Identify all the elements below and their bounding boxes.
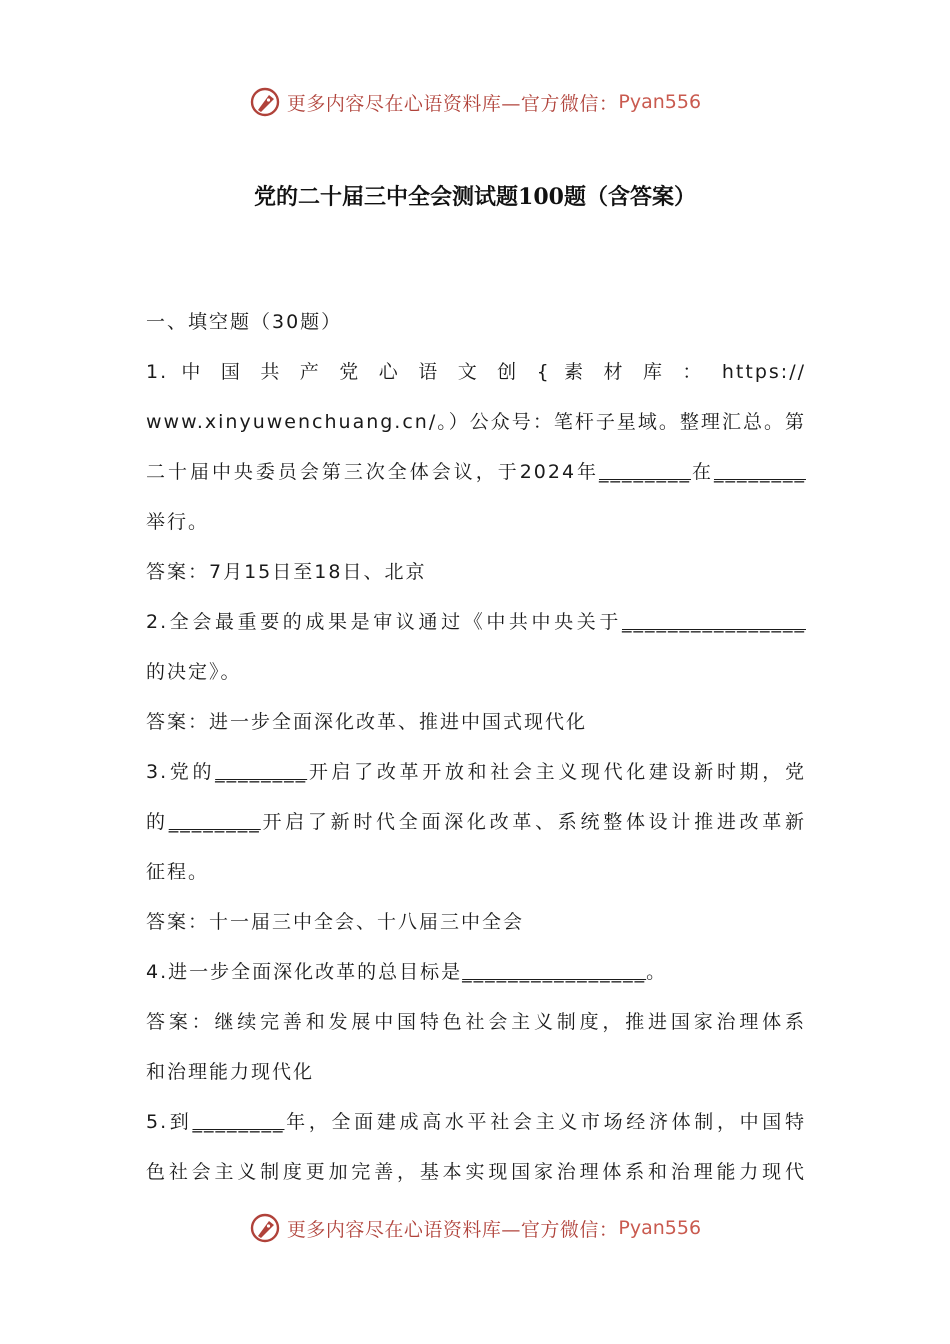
document-body — [146, 297, 806, 1197]
banner-text: 更多内容尽在心语资料库—官方微信： — [286, 92, 619, 115]
q4-text: 。 — [646, 961, 668, 983]
banner-wechat-id: Pyan556 — [618, 91, 702, 113]
header-watermark-banner — [0, 82, 950, 122]
q3-text: 的 — [146, 811, 169, 833]
q3-answer: 答案：十一届三中全会、十八届三中全会 — [146, 911, 525, 933]
pen-nib-logo-icon — [249, 1212, 281, 1244]
q3-line3: 征程。 — [146, 861, 210, 883]
q1-text: 二十届中央委员会第三次全体会议，于2024年 — [146, 461, 600, 483]
q3-text: 开启了改革开放和社会主义现代化建设新时期，党 — [307, 761, 806, 783]
q2-answer: 答案：进一步全面深化改革、推进中国式现代化 — [146, 711, 588, 733]
q3-text: 开启了新时代全面深化改革、系统整体设计推进改革新 — [260, 811, 806, 833]
fill-blank: ________ — [168, 811, 261, 833]
q5-line2: 色社会主义制度更加完善，基本实现国家治理体系和治理能力现代 — [146, 1161, 806, 1183]
q4-answer-line1: 答案：继续完善和发展中国特色社会主义制度，推进国家治理体系 — [146, 1011, 806, 1033]
q5-text: 5.到 — [146, 1111, 193, 1133]
fill-blank: ________ — [215, 761, 308, 783]
banner-text: 更多内容尽在心语资料库—官方微信： — [286, 1218, 619, 1241]
q2-line1 — [146, 597, 806, 647]
q1-line1: 1. 中 国 共 产 党 心 语 文 创 { 素 材 库 ： https:// — [146, 361, 806, 383]
q3-line2 — [146, 797, 806, 847]
fill-blank: ________________ — [462, 961, 647, 983]
fill-blank: ________________ — [622, 611, 806, 633]
q1-answer: 答案：7月15日至18日、北京 — [146, 561, 427, 583]
q4-line1 — [146, 947, 806, 997]
q4-text: 4.进一步全面深化改革的总目标是 — [146, 961, 463, 983]
q5-text: 年，全面建成高水平社会主义市场经济体制，中国特 — [284, 1111, 806, 1133]
q3-text: 3.党的 — [146, 761, 216, 783]
q2-text: 2.全会最重要的成果是审议通过《中共中央关于 — [146, 611, 622, 633]
q5-line1 — [146, 1097, 806, 1147]
q1-line3 — [146, 447, 806, 497]
fill-blank: ________ — [713, 461, 806, 483]
q1-line2: www.xinyuwenchuang.cn/。）公众号：笔杆子星域。整理汇总。第 — [146, 411, 806, 433]
q4-answer-line2: 和治理能力现代化 — [146, 1061, 315, 1083]
banner-wechat-id: Pyan556 — [618, 1217, 702, 1239]
section-heading: 一、填空题（30题） — [146, 311, 343, 333]
fill-blank: ________ — [599, 461, 692, 483]
pen-nib-logo-icon — [249, 86, 281, 118]
q1-line4: 举行。 — [146, 511, 210, 533]
fill-blank: ________ — [192, 1111, 285, 1133]
q2-line2: 的决定》。 — [146, 661, 242, 683]
footer-watermark-banner — [0, 1208, 950, 1248]
q3-line1 — [146, 747, 806, 797]
document-title: 党的二十届三中全会测试题100题（含答案） — [254, 184, 696, 210]
q1-text: 在 — [691, 461, 714, 483]
